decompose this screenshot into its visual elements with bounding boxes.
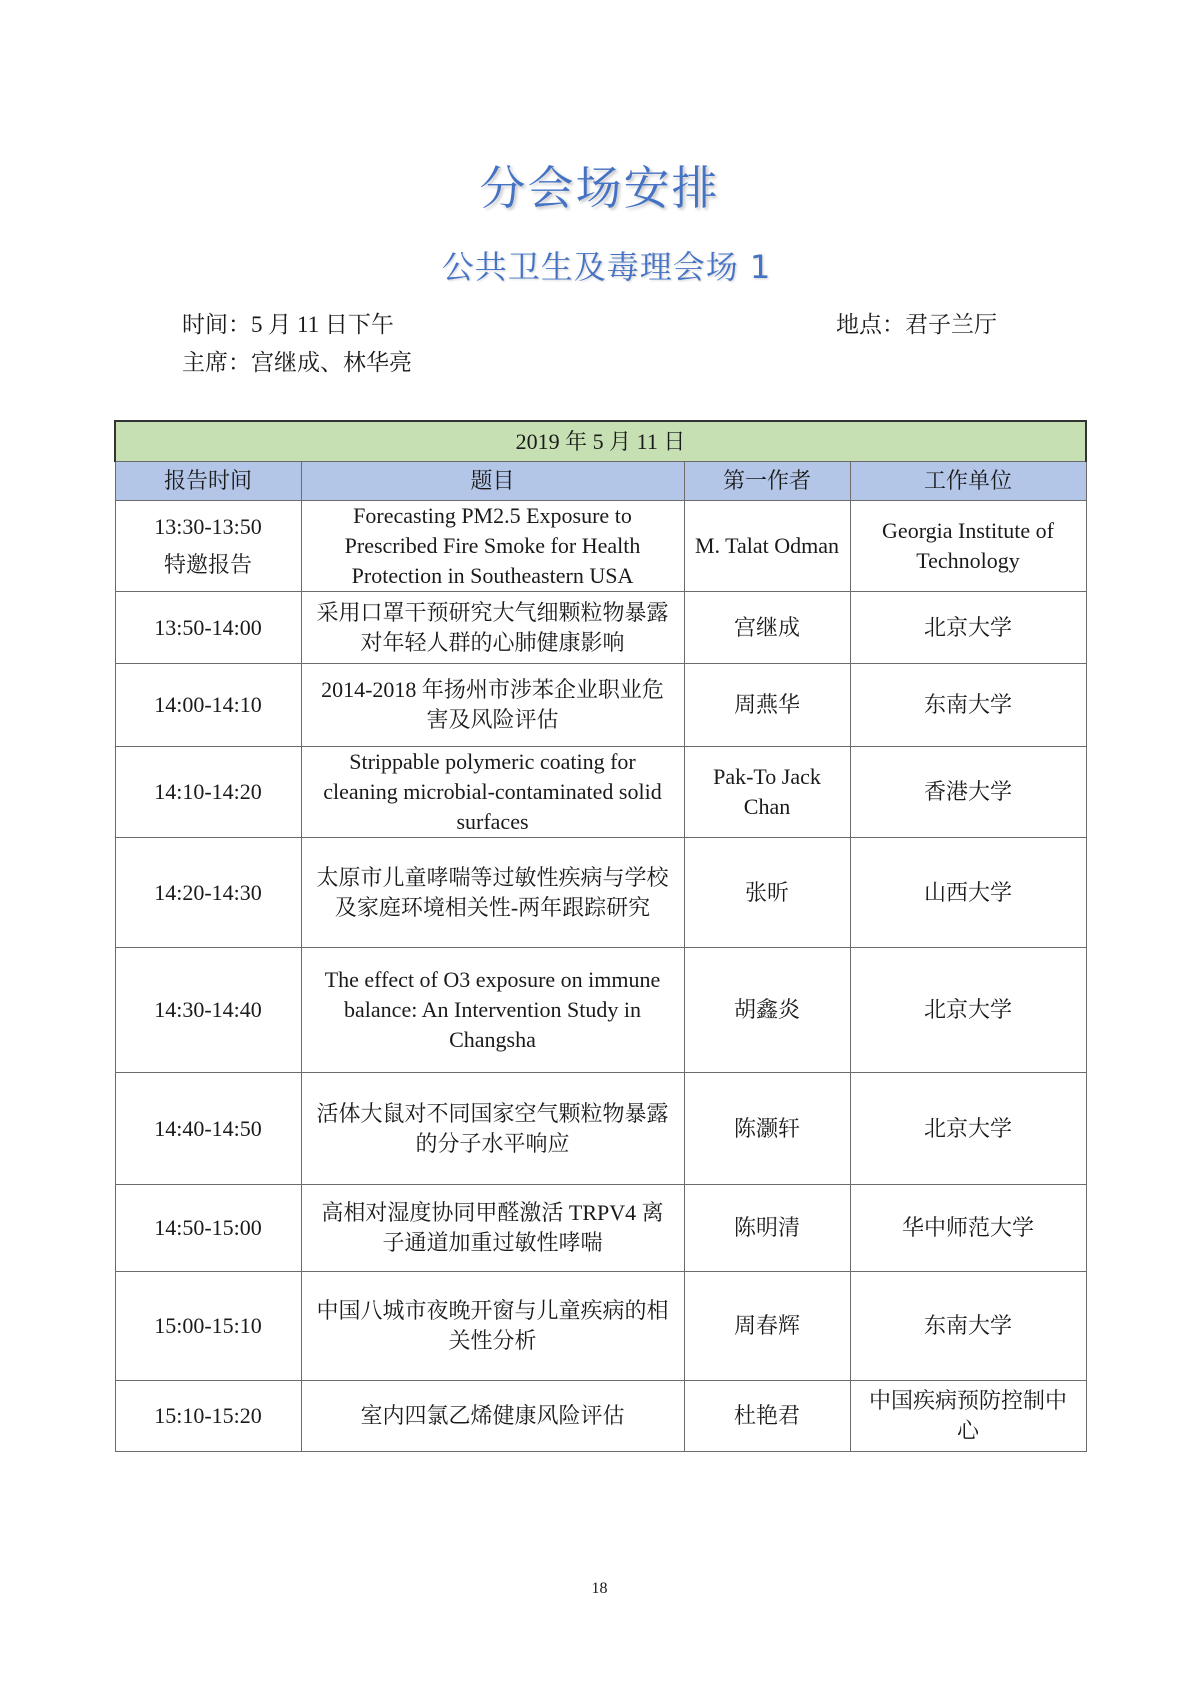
page-title: 分会场安排 [479, 161, 720, 215]
cell-author-text: Pak-To Jack Chan [713, 764, 821, 819]
cell-title-text: 太原市儿童哮喘等过敏性疾病与学校及家庭环境相关性-两年跟踪研究 [316, 864, 669, 920]
cell-time [115, 592, 301, 664]
cell-title-text: Forecasting PM2.5 Exposure to Prescribed Fire Smoke for Health Protection in Southeastern USA [344, 503, 641, 588]
table-row [115, 747, 1086, 838]
cell-org [850, 948, 1086, 1073]
table-row [115, 501, 1086, 592]
cell-org [850, 592, 1086, 664]
header-org: 工作单位 [850, 462, 1086, 501]
cell-author [684, 501, 850, 592]
cell-author-text: 宫继成 [733, 614, 800, 640]
cell-org-text: 北京大学 [923, 614, 1012, 640]
session-place: 地点：君子兰厅 [836, 312, 997, 337]
header-author: 第一作者 [684, 462, 850, 501]
cell-time [115, 1185, 301, 1272]
cell-time-text: 14:20-14:30 [154, 879, 262, 905]
session-subtitle: 公共卫生及毒理会场 1 [441, 248, 772, 286]
cell-author-text: 周春辉 [733, 1313, 800, 1338]
cell-time [115, 1272, 301, 1381]
cell-author [684, 1272, 850, 1381]
cell-time [115, 1381, 301, 1452]
cell-title-text: 室内四氯乙烯健康风险评估 [360, 1403, 625, 1428]
cell-time-text: 14:00-14:10 [154, 692, 262, 717]
cell-org [850, 1073, 1086, 1185]
table-row [115, 948, 1086, 1073]
cell-org [850, 501, 1086, 592]
cell-org-text: 东南大学 [923, 1313, 1012, 1338]
cell-org-text: 华中师范大学 [901, 1215, 1034, 1240]
cell-author-text: 陈灏轩 [733, 1115, 800, 1141]
cell-time [115, 948, 301, 1073]
cell-title [301, 664, 684, 747]
session-chairs: 主席：宫继成、林华亮 [182, 350, 412, 375]
table-row [115, 1272, 1086, 1381]
cell-time-text: 13:30-13:50 [154, 514, 262, 539]
table-row [115, 1381, 1086, 1452]
cell-author [684, 1381, 850, 1452]
cell-author [684, 838, 850, 948]
cell-org-text: 东南大学 [923, 692, 1012, 717]
cell-time-text: 15:10-15:20 [154, 1403, 262, 1428]
cell-title-text: The effect of O3 exposure on immune balance: An Intervention Study in Changsha [324, 967, 661, 1052]
cell-time [115, 838, 301, 948]
cell-title-text: 中国八城市夜晚开窗与儿童疾病的相关性分析 [316, 1298, 669, 1353]
cell-title-text: 高相对湿度协同甲醛激活 TRPV4 离子通道加重过敏性哮喘 [321, 1200, 664, 1255]
cell-author-text: 胡鑫炎 [733, 997, 800, 1022]
cell-org-text: 北京大学 [923, 997, 1012, 1022]
cell-author [684, 948, 850, 1073]
cell-note: 特邀报告 [163, 552, 252, 577]
cell-title [301, 948, 684, 1073]
cell-time-text: 14:30-14:40 [154, 997, 262, 1022]
table-row [115, 664, 1086, 747]
cell-author [684, 592, 850, 664]
date-row [115, 421, 1086, 462]
cell-title [301, 747, 684, 838]
cell-title [301, 1185, 684, 1272]
table-row [115, 1185, 1086, 1272]
cell-title-text: Strippable polymeric coating for cleaning microbial-contaminated solid surfaces [323, 749, 662, 834]
cell-title-text: 2014-2018 年扬州市涉苯企业职业危害及风险评估 [321, 677, 664, 732]
cell-title-text: 活体大鼠对不同国家空气颗粒物暴露的分子水平响应 [316, 1100, 669, 1156]
cell-time-text: 13:50-14:00 [154, 614, 262, 640]
cell-org [850, 1381, 1086, 1452]
header-row [115, 462, 1086, 501]
session-time: 时间：5 月 11 日下午 [182, 312, 394, 337]
cell-org [850, 664, 1086, 747]
cell-org-text: Georgia Institute of Technology [882, 518, 1054, 573]
cell-title [301, 1272, 684, 1381]
cell-author-text: M. Talat Odman [694, 533, 840, 558]
cell-time-text: 14:10-14:20 [154, 779, 262, 804]
schedule-table [114, 420, 1087, 1452]
cell-title-text: 采用口罩干预研究大气细颗粒物暴露对年轻人群的心肺健康影响 [316, 599, 669, 655]
cell-author-text: 张昕 [744, 879, 789, 905]
cell-author [684, 747, 850, 838]
cell-title [301, 592, 684, 664]
cell-time [115, 664, 301, 747]
cell-time-text: 15:00-15:10 [154, 1313, 262, 1338]
header-time: 报告时间 [115, 462, 301, 501]
cell-org-text: 中国疾病预防控制中心 [868, 1388, 1067, 1443]
cell-title [301, 1381, 684, 1452]
cell-author [684, 664, 850, 747]
cell-org [850, 1185, 1086, 1272]
table-row [115, 838, 1086, 948]
date-cell: 2019 年 5 月 11 日 [115, 421, 1086, 462]
cell-author-text: 陈明清 [733, 1215, 800, 1240]
cell-org-text: 北京大学 [923, 1115, 1012, 1141]
cell-org [850, 1272, 1086, 1381]
cell-author-text: 周燕华 [733, 692, 800, 717]
cell-title [301, 838, 684, 948]
cell-title [301, 501, 684, 592]
cell-author [684, 1185, 850, 1272]
header-title: 题目 [301, 462, 684, 501]
cell-org-text: 山西大学 [923, 879, 1012, 905]
cell-time-text: 14:50-15:00 [154, 1215, 262, 1240]
cell-title [301, 1073, 684, 1185]
cell-time [115, 501, 301, 592]
table-row [115, 592, 1086, 664]
cell-author [684, 1073, 850, 1185]
table-row [115, 1073, 1086, 1185]
cell-org [850, 747, 1086, 838]
cell-org-text: 香港大学 [923, 779, 1012, 804]
page-number: 18 [591, 1580, 608, 1597]
cell-time [115, 747, 301, 838]
cell-org [850, 838, 1086, 948]
cell-author-text: 杜艳君 [733, 1403, 800, 1428]
cell-time [115, 1073, 301, 1185]
cell-time-text: 14:40-14:50 [154, 1115, 262, 1141]
